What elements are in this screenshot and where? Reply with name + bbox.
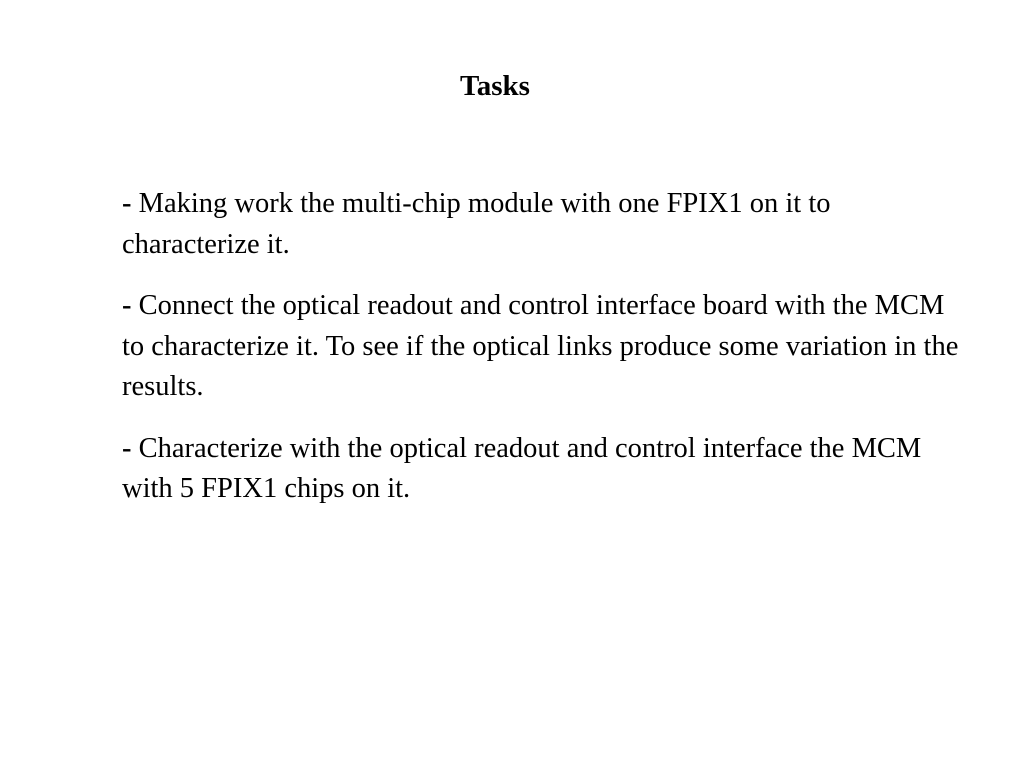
task-text: Making work the multi-chip module with one FPIX1 on it to characterize it. bbox=[122, 188, 831, 260]
task-item bbox=[122, 184, 962, 265]
task-item bbox=[122, 429, 962, 510]
task-item bbox=[122, 286, 962, 408]
bullet-dash: - bbox=[122, 188, 132, 219]
task-list bbox=[122, 184, 962, 531]
bullet-dash: - bbox=[122, 290, 132, 321]
slide-title: Tasks bbox=[460, 70, 530, 102]
task-text: Characterize with the optical readout and control interface the MCM with 5 FPIX1 chips on it. bbox=[122, 432, 922, 504]
bullet-dash: - bbox=[122, 432, 132, 464]
task-text: Connect the optical readout and control interface board with the MCM to characterize it. To see if the optical links produce some variation in the results. bbox=[122, 290, 959, 402]
